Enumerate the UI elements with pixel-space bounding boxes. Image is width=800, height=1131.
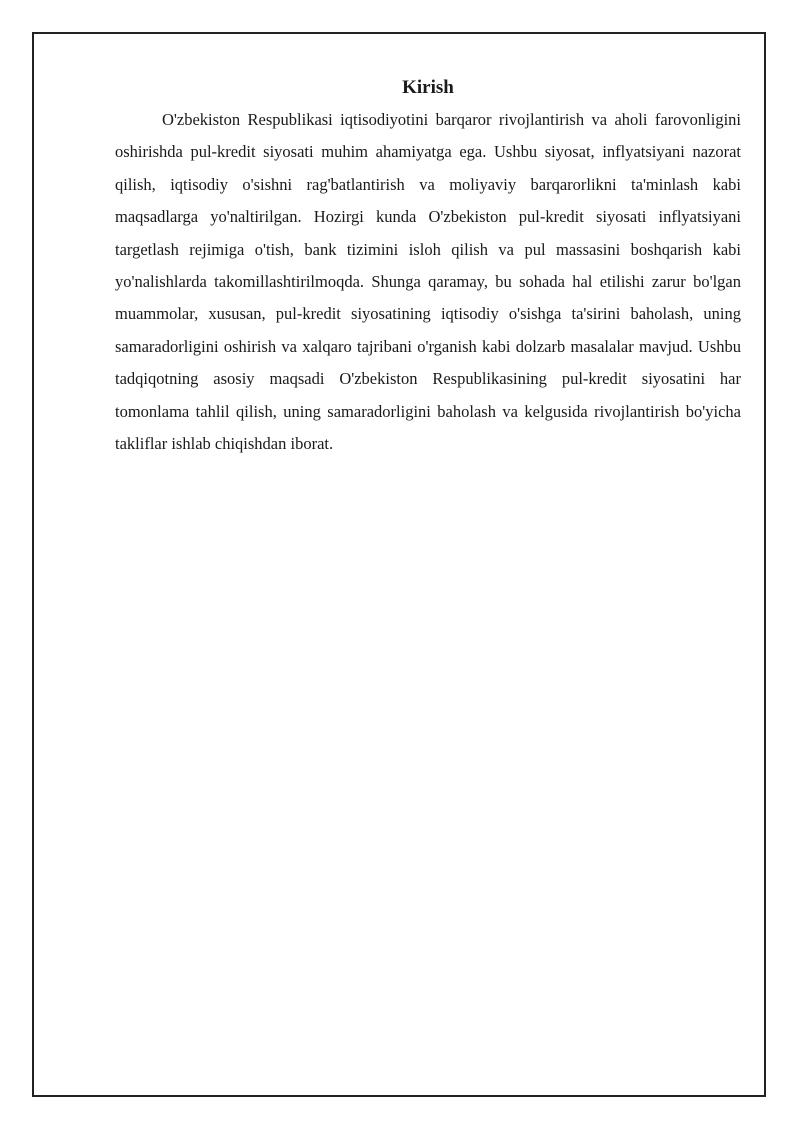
document-body: [115, 74, 741, 460]
intro-paragraph: O'zbekiston Respublikasi iqtisodiyotini barqaror rivojlantirish va aholi farovonligini oshirishda pul-kredit siyosati muhim ahamiyatga ega. Ushbu siyosat, inflyatsiyani nazorat qilish, iqtisodiy o'sishni rag'batlantirish va moliyaviy barqarorlikni ta'minlash kabi maqsadlarga yo'naltirilgan. Hozirgi kunda O'zbekiston pul-kredit siyosati inflyatsiyani targetlash rejimiga o'tish, bank tizimini isloh qilish va pul massasini boshqarish kabi yo'nalishlarda takomillashtirilmoqda. Shunga qaramay, bu sohada hal etilishi zarur bo'lgan muammolar, xususan, pul-kredit siyosatining iqtisodiy o'sishga ta'sirini baholash, uning samaradorligini oshirish va xalqaro tajribani o'rganish kabi dolzarb masalalar mavjud. Ushbu tadqiqotning asosiy maqsadi O'zbekiston Respublikasining pul-kredit siyosatini har tomonlama tahlil qilish, uning samaradorligini baholash va kelgusida rivojlantirish bo'yicha takliflar ishlab chiqishdan iborat.: [115, 110, 741, 454]
section-title: Kirish: [402, 77, 454, 98]
